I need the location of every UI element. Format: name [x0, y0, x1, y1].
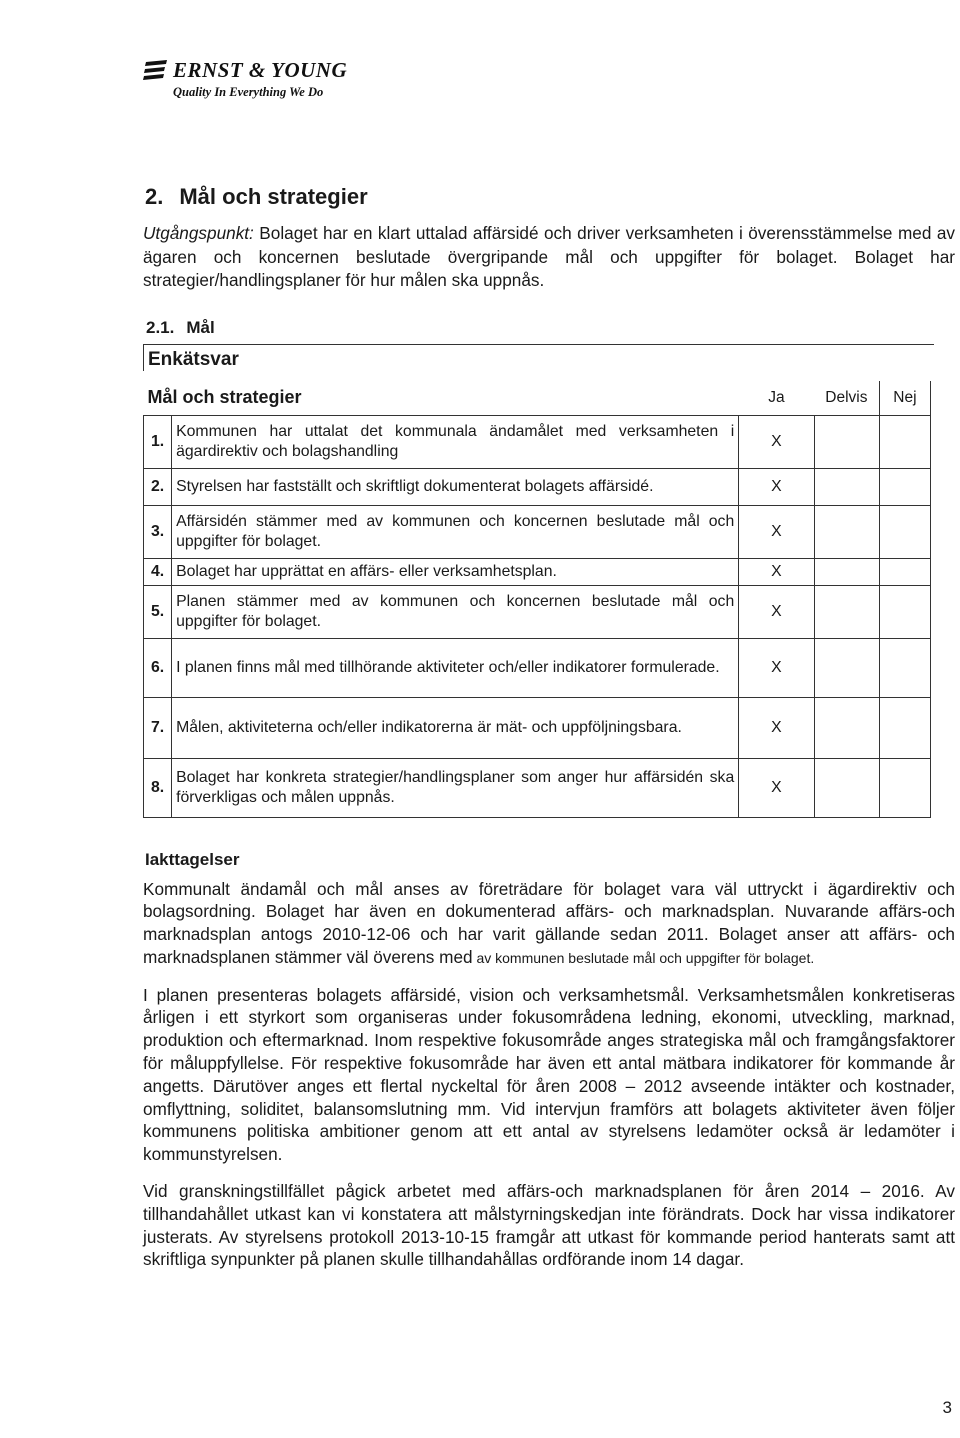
- lead-label: Utgångspunkt:: [143, 223, 254, 243]
- row-answer-ja: X: [739, 638, 814, 697]
- row-answer-ja: X: [739, 558, 814, 585]
- row-answer-nej: [879, 415, 930, 468]
- survey-table-title: Mål och strategier: [147, 387, 302, 407]
- row-question: Kommunen har uttalat det kommunala ändamålet med verksamheten i ägardirektiv och bolagshandling: [172, 415, 739, 468]
- row-answer-nej: [879, 585, 930, 638]
- row-answer-nej: [879, 468, 930, 505]
- subsection-number: 2.1.: [146, 317, 175, 337]
- observations-heading: Iakttagelser: [145, 849, 240, 869]
- row-question: Styrelsen har fastställt och skriftligt dokumenterat bolagets affärsidé.: [172, 468, 739, 505]
- row-answer-delvis: [814, 468, 879, 505]
- row-answer-delvis: [814, 697, 879, 758]
- page-number: 3: [942, 1398, 952, 1417]
- row-question: Bolaget har konkreta strategier/handlingsplaner som anger hur affärsidén ska förverkligas och målen uppnås.: [172, 758, 739, 817]
- row-question: Bolaget har upprättat en affärs- eller verksamhetsplan.: [172, 558, 739, 585]
- row-number: 1.: [144, 415, 172, 468]
- table-row: [144, 758, 931, 817]
- column-header-nej: Nej: [879, 381, 930, 416]
- row-answer-delvis: [814, 505, 879, 558]
- column-header-delvis: Delvis: [825, 388, 868, 406]
- column-header-ja: Ja: [768, 388, 785, 406]
- row-number: 8.: [144, 758, 172, 817]
- survey-box-title: Enkätsvar: [148, 348, 239, 370]
- section-number: 2.: [145, 184, 164, 209]
- row-number: 3.: [144, 505, 172, 558]
- table-row: [144, 415, 931, 468]
- survey-table: [143, 381, 931, 818]
- row-question: Affärsidén stämmer med av kommunen och koncernen beslutade mål och uppgifter för bolaget.: [172, 505, 739, 558]
- row-answer-delvis: [814, 638, 879, 697]
- row-answer-nej: [879, 697, 930, 758]
- row-question: Målen, aktiviteterna och/eller indikatorerna är mät- och uppföljningsbara.: [172, 697, 739, 758]
- row-answer-ja: X: [739, 697, 814, 758]
- observations-paragraph-2: I planen presenteras bolagets affärsidé, vision och verksamhetsmål. Verksamhetsmålen konkretiseras årligen i ett styrkort som organiseras under fokusområdena ledning, ekonomi, utveckling, marknad, produktion och eftermarknad. Inom respektive fokusområde anges strategiska mål och framgångsfaktorer för måluppfyllelse. För respektive fokusområde har även ett antal mätbara indikatorer för kommande år angetts. Därutöver anges ett flertal nyckeltal för åren 2008 – 2012 avseende intäkter och kostnader, omflyttning, soliditet, balansomslutning mm. Vid intervjun framförs att bolagets aktiviteter även följer kommunens politiska ambitioner genom att ett antal av styrelsens ledamöter också är ledamöter i kommunstyrelsen.: [143, 984, 955, 1165]
- table-row: [144, 505, 931, 558]
- row-answer-delvis: [814, 758, 879, 817]
- section-title: Mål och strategier: [179, 184, 368, 209]
- observations-paragraph-3: Vid granskningstillfället pågick arbetet med affärs-och marknadsplanen för åren 2014 – 2016. Av tillhandahållet utkast kan vi konstatera att målstyrningskedjan inte förändrats. Dock har vissa indikatorer justerats. Av styrelsens protokoll 2013-10-15 framgår att utkast för kommande period hanterats samt att skriftliga synpunkter på planen skulle tillhandahållas ordförande inom 14 dagar.: [143, 1181, 955, 1270]
- row-answer-delvis: [814, 585, 879, 638]
- row-answer-nej: [879, 505, 930, 558]
- row-answer-nej: [879, 558, 930, 585]
- row-number: 6.: [144, 638, 172, 697]
- brand-tagline: Quality In Everything We Do: [173, 85, 324, 99]
- survey-table-header: [144, 381, 931, 416]
- paragraph-text: Kommunalt ändamål och mål anses av företrädare för bolaget vara väl uttryckt i ägardirektiv och bolagsordning. Bolaget har även en dokumenterad affärs- och marknadsplan. Nuvarande affärs-och marknadsplan antogs 2010-12-06 och har varit gällande sedan 2011. Bolaget anser att affärs- och marknadsplanen stämmer väl överens med: [143, 878, 955, 967]
- row-answer-nej: [879, 758, 930, 817]
- row-answer-nej: [879, 638, 930, 697]
- row-answer-delvis: [814, 415, 879, 468]
- row-answer-delvis: [814, 558, 879, 585]
- section-heading: [145, 184, 955, 210]
- brand-name: ERNST & YOUNG: [173, 58, 348, 82]
- table-row: [144, 468, 931, 505]
- row-question: I planen finns mål med tillhörande aktiviteter och/eller indikatorer formulerade.: [172, 638, 739, 697]
- survey-box: [143, 344, 934, 371]
- subsection-heading: [146, 318, 955, 338]
- table-row: [144, 697, 931, 758]
- paragraph-text-small: av kommunen beslutade mål och uppgifter för bolaget.: [472, 949, 815, 966]
- row-answer-ja: X: [739, 415, 814, 468]
- lead-text: Bolaget har en klart uttalad affärsidé och driver verksamheten i överensstämmelse med av ägaren och koncernen beslutade övergripande mål och uppgifter för bolaget. Bolaget har strategier/handlingsplaner för hur målen ska uppnås.: [143, 223, 955, 290]
- row-answer-ja: X: [739, 505, 814, 558]
- row-answer-ja: X: [739, 468, 814, 505]
- ey-logo-mark-icon: [143, 60, 169, 82]
- table-row: [144, 558, 931, 585]
- company-logo: [143, 58, 347, 100]
- row-question: Planen stämmer med av kommunen och koncernen beslutade mål och uppgifter för bolaget.: [172, 585, 739, 638]
- row-number: 5.: [144, 585, 172, 638]
- table-row: [144, 585, 931, 638]
- section-lead: [143, 222, 955, 293]
- observations-paragraph-1: [143, 878, 955, 970]
- page-content: [143, 184, 955, 1285]
- table-row: [144, 638, 931, 697]
- row-answer-ja: X: [739, 585, 814, 638]
- row-answer-ja: X: [739, 758, 814, 817]
- row-number: 4.: [144, 558, 172, 585]
- subsection-title: Mål: [186, 317, 215, 337]
- row-number: 2.: [144, 468, 172, 505]
- row-number: 7.: [144, 697, 172, 758]
